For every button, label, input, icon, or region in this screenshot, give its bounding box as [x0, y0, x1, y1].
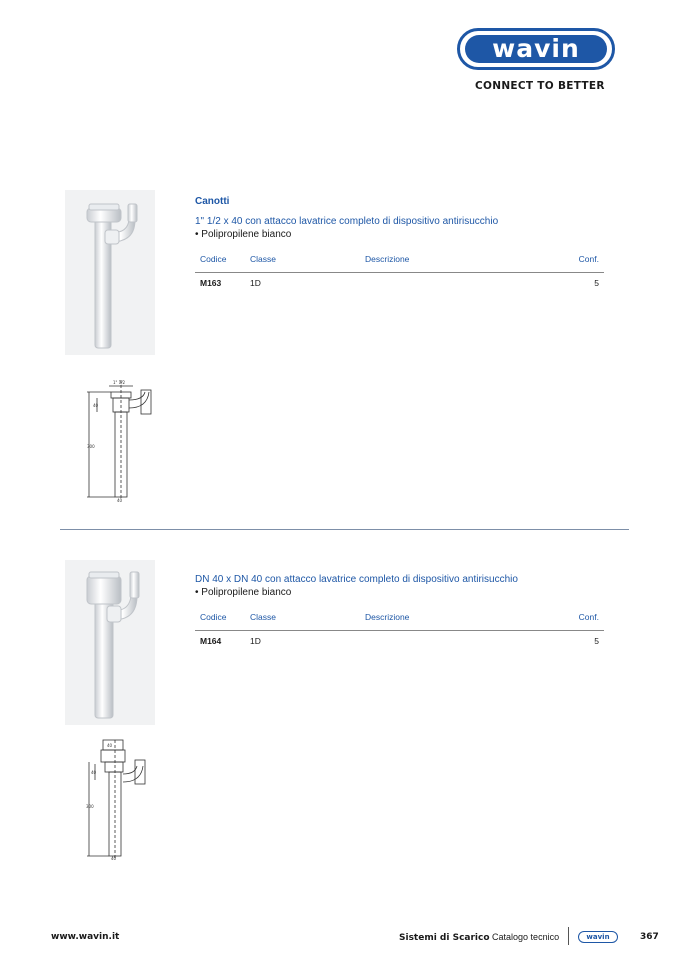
table-header: [195, 608, 604, 631]
col-conf: Conf.: [578, 612, 599, 622]
product-material: • Polipropilene bianco: [195, 229, 292, 240]
cell-conf: 5: [594, 636, 599, 646]
dim-side-label: 40: [93, 403, 99, 408]
product-photo-m164: [65, 560, 155, 725]
section-title: Canotti: [195, 196, 230, 207]
col-descrizione: Descrizione: [365, 254, 410, 264]
table-header: [195, 250, 604, 273]
page-number: 367: [640, 932, 659, 942]
col-classe: Classe: [250, 612, 276, 622]
footer-catalog-rest: Catalogo tecnico: [489, 932, 560, 942]
footer-catalog-bold: Sistemi di Scarico: [399, 933, 490, 943]
dim-side-label: 40: [91, 770, 97, 775]
product-description: DN 40 x DN 40 con attacco lavatrice completo di dispositivo antirisucchio: [195, 574, 518, 585]
logo-text: wavin: [465, 35, 607, 63]
cell-conf: 5: [594, 278, 599, 288]
product-table-m164: [195, 608, 604, 651]
dim-length-label: 300: [87, 444, 95, 449]
cell-code: M164: [200, 636, 222, 646]
technical-drawing-m164: [85, 738, 165, 860]
col-codice: Codice: [200, 612, 227, 622]
product-material: • Polipropilene bianco: [195, 587, 292, 598]
product-description: 1" 1/2 x 40 con attacco lavatrice completo di dispositivo antirisucchio: [195, 216, 499, 227]
cell-class: 1D: [250, 636, 261, 646]
cell-code: M163: [200, 278, 222, 288]
dim-length-label: 300: [86, 804, 94, 809]
col-codice: Codice: [200, 254, 227, 264]
table-row: [195, 631, 604, 651]
technical-drawing-m163: [85, 378, 165, 503]
product-table-m163: [195, 250, 604, 293]
dim-bottom-label: 40: [117, 498, 123, 503]
product-photo-m163: [65, 190, 155, 355]
footer-wavin-logo: wavin: [578, 931, 618, 943]
col-descrizione: Descrizione: [365, 612, 410, 622]
wavin-logo: [457, 28, 615, 70]
section-divider: [60, 529, 629, 530]
footer-url[interactable]: www.wavin.it: [51, 932, 120, 942]
col-classe: Classe: [250, 254, 276, 264]
dim-top-label: 1" 1/2: [113, 380, 126, 385]
table-row: [195, 273, 604, 293]
col-conf: Conf.: [578, 254, 599, 264]
dim-bottom-label: 40: [111, 856, 117, 861]
tagline: CONNECT TO BETTER: [475, 80, 605, 92]
cell-class: 1D: [250, 278, 261, 288]
footer-catalog-title: [399, 932, 559, 943]
footer-separator: [568, 927, 569, 945]
dim-top-label: 40: [107, 743, 113, 748]
